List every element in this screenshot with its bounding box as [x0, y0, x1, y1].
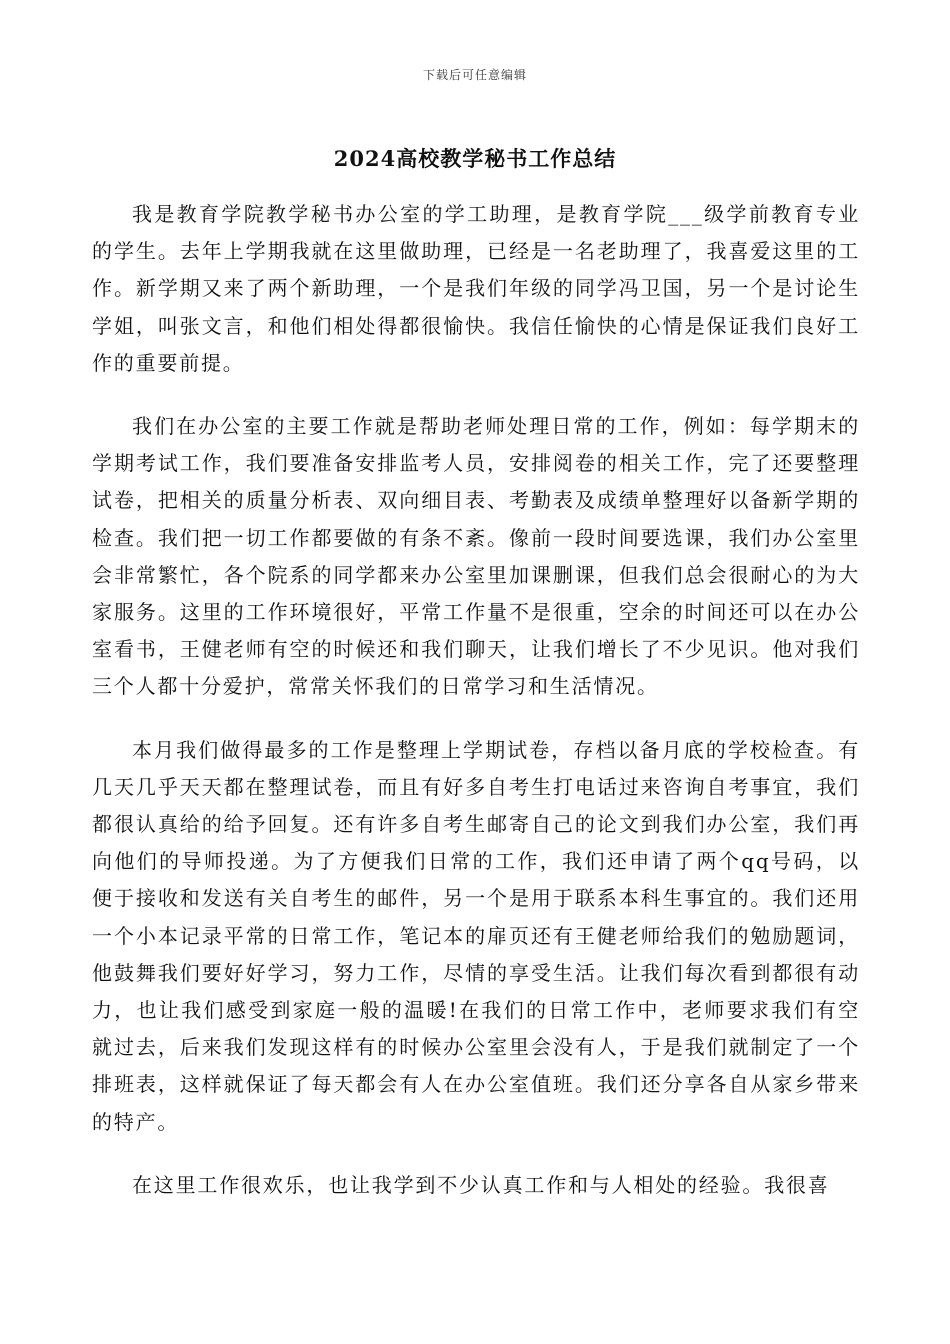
paragraph-4: 在这里工作很欢乐，也让我学到不少认真工作和与人相处的经验。我很喜 — [132, 1172, 830, 1197]
paragraph-3: 本月我们做得最多的工作是整理上学期试卷，存档以备月底的学校检查。有几天几乎天天都在整理试卷，而且有好多自考生打电话过来咨询自考事宜，我们都很认真给的给予回复。还有许多自考生邮寄自己的论文到我们办公室，我们再向他们的导师投递。为了方便我们日常的工作，我们还申请了两个qq号码，以便于接收和发送有关自考生的邮件，另一个是用于联系本科生事宜的。我们还用一个小本记录平常的日常工作，笔记本的扉页还有王健老师给我们的勉励题词，他鼓舞我们要好好学习，努力工作，尽情的享受生活。让我们每次看到都很有动力，也让我们感受到家庭一般的温暖!在我们的日常工作中，老师要求我们有空就过去，后来我们发现这样有的时候办公室里会没有人，于是我们就制定了一个排班表，这样就保证了每天都会有人在办公室值班。我们还分享各自从家乡带来的特产。 — [92, 737, 860, 1134]
paragraph-1: 我是教育学院教学秘书办公室的学工助理，是教育学院___级学前教育专业的学生。去年上学期我就在这里做助理，已经是一名老助理了，我喜爱这里的工作。新学期又来了两个新助理，一个是我们年级的同学冯卫国，另一个是讨论生学姐，叫张文言，和他们相处得都很愉快。我信任愉快的心情是保证我们良好工作的重要前提。 — [92, 202, 860, 375]
header-note: 下载后可任意编辑 — [422, 68, 527, 82]
document-title: 2024高校教学秘书工作总结 — [333, 146, 617, 171]
document-body — [92, 196, 860, 1230]
paragraph-2: 我们在办公室的主要工作就是帮助老师处理日常的工作，例如：每学期末的学期考试工作，我们要准备安排监考人员，安排阅卷的相关工作，完了还要整理试卷，把相关的质量分析表、双向细目表、考勤表及成绩单整理好以备新学期的检查。我们把一切工作都要做的有条不紊。像前一段时间要选课，我们办公室里会非常繁忙，各个院系的同学都来办公室里加课删课，但我们总会很耐心的为大家服务。这里的工作环境很好，平常工作量不是很重，空余的时间还可以在办公室看书，王健老师有空的时候还和我们聊天，让我们增长了不少见识。他对我们三个人都十分爱护，常常关怀我们的日常学习和生活情况。 — [92, 414, 860, 699]
